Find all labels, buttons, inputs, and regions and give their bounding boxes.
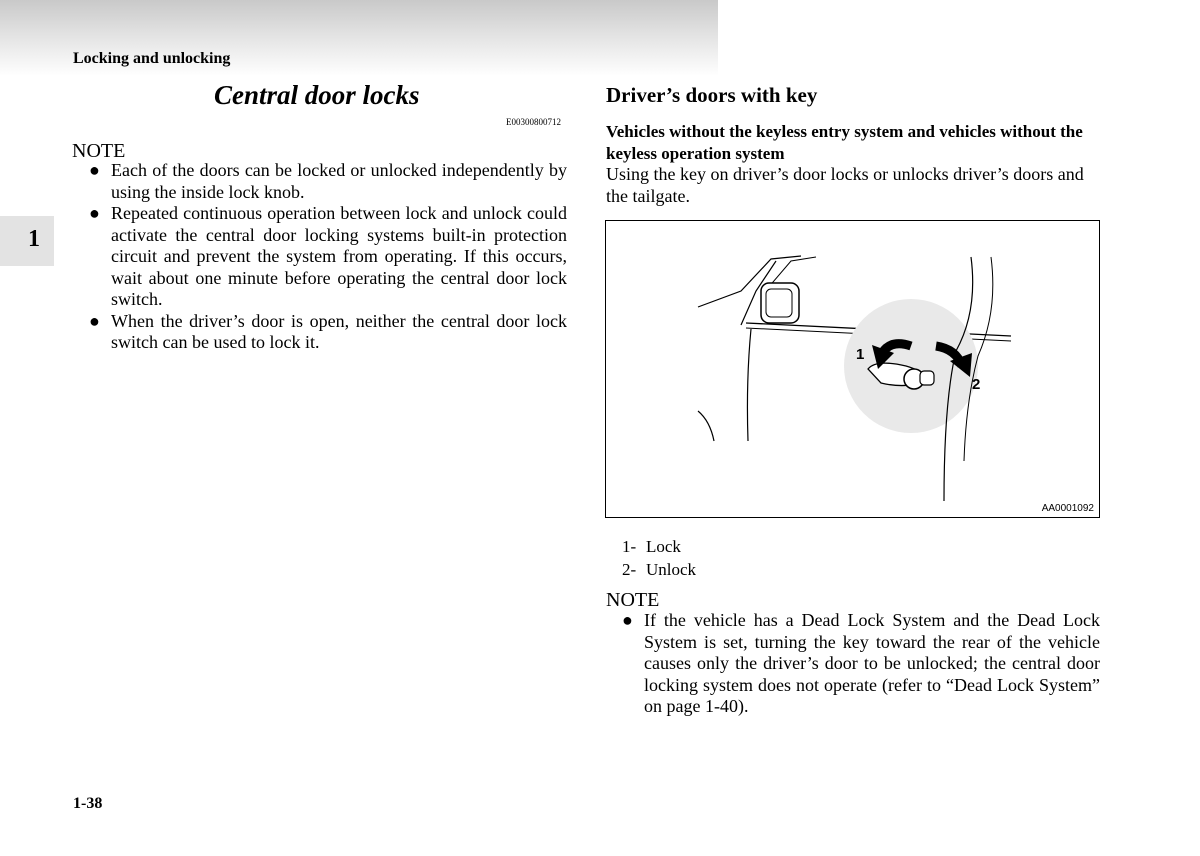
legend-text: Unlock	[646, 560, 697, 579]
section-code: E00300800712	[506, 117, 561, 127]
figure-code: AA0001092	[1041, 503, 1094, 514]
bullet-icon: ●	[89, 160, 100, 180]
note-item	[606, 610, 1100, 718]
note-list-right	[606, 610, 1100, 718]
subsection-title: Driver’s doors with key	[606, 83, 818, 107]
note-label-right: NOTE	[606, 589, 660, 611]
legend-text: Lock	[646, 537, 681, 556]
page-number: 1-38	[73, 795, 103, 812]
door-key-drawing	[606, 221, 1099, 517]
note-item	[73, 203, 567, 311]
bullet-icon: ●	[622, 610, 633, 630]
note-item	[73, 311, 567, 354]
legend-number: 2-	[622, 560, 637, 579]
door-key-illustration	[605, 220, 1100, 518]
applicability-note: Vehicles without the keyless entry system and vehicles without the keyless operation system	[606, 122, 1083, 163]
chapter-tab	[0, 216, 54, 266]
legend-item-unlock	[622, 560, 696, 580]
bullet-icon: ●	[89, 203, 100, 223]
chapter-number: 1	[28, 226, 40, 252]
note-text: Repeated continuous operation between lock and unlock could activate the central door locking systems built-in protection circuit and prevent the system from operating. If this occurs, wait about one minute before operating the central door lock switch.	[111, 203, 567, 309]
note-text: Each of the doors can be locked or unlocked independently by using the inside lock knob.	[111, 160, 567, 202]
note-list-left	[73, 160, 567, 354]
note-label-left: NOTE	[72, 140, 126, 162]
body-paragraph: Using the key on driver’s door locks or unlocks driver’s doors and the tailgate.	[606, 164, 1084, 206]
section-title: Central door locks	[214, 80, 420, 110]
running-header: Locking and unlocking	[73, 50, 231, 67]
bullet-icon: ●	[89, 310, 100, 331]
note-item	[73, 160, 567, 203]
legend-item-lock	[622, 537, 681, 557]
legend-number: 1-	[622, 537, 637, 556]
note-text: When the driver’s door is open, neither the central door lock switch can be used to lock it.	[111, 310, 567, 352]
figure-label-1: 1	[856, 346, 865, 363]
note-text: If the vehicle has a Dead Lock System and the Dead Lock System is set, turning the key toward the rear of the vehicle causes only the driver’s door to be unlocked; the central door locking system does not operate (refer to “Dead Lock System” on page 1-40).	[644, 610, 1100, 716]
figure-label-2: 2	[972, 376, 981, 393]
